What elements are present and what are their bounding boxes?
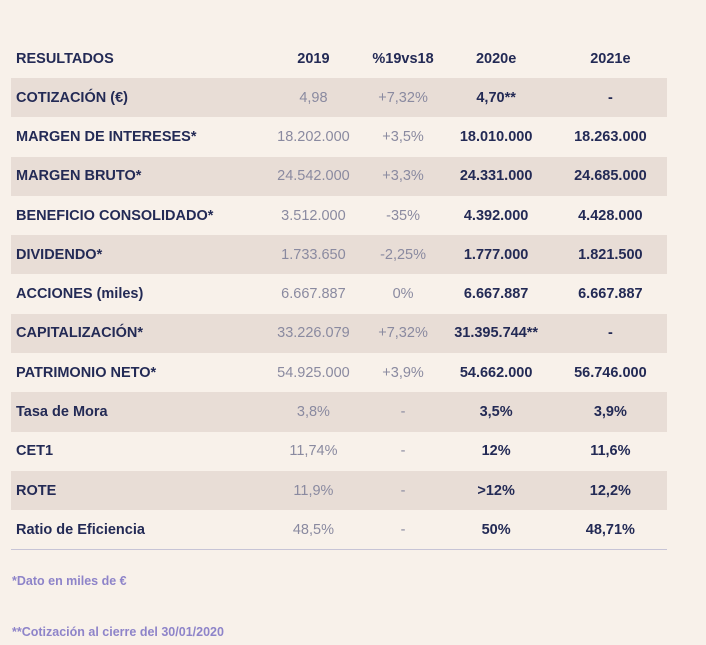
header-resultados: RESULTADOS bbox=[16, 51, 114, 67]
cell-2019: 3.512.000 bbox=[281, 207, 346, 224]
table-row bbox=[11, 432, 667, 471]
cell-2020e: 6.667.887 bbox=[463, 286, 529, 303]
cell-2020e: 4.392.000 bbox=[463, 207, 529, 224]
table-row bbox=[11, 471, 667, 510]
cell-2021e: 56.746.000 bbox=[574, 364, 647, 381]
cell-2019: 54.925.000 bbox=[277, 364, 350, 381]
cell-2021e: 6.667.887 bbox=[578, 286, 643, 303]
row-label: ACCIONES (miles) bbox=[16, 286, 144, 303]
cell-2019: 1.733.650 bbox=[281, 246, 346, 263]
cell-2020e: 4,70** bbox=[476, 89, 516, 106]
row-label: MARGEN BRUTO* bbox=[16, 168, 142, 185]
cell-2021e: - bbox=[607, 325, 613, 342]
table-row bbox=[11, 78, 667, 117]
header-2019: 2019 bbox=[297, 51, 330, 67]
cell-2019: 11,74% bbox=[289, 443, 338, 460]
cell-2020e: 54.662.000 bbox=[459, 364, 533, 381]
cell-variation: - bbox=[400, 482, 406, 499]
cell-2021e: 48,71% bbox=[585, 521, 635, 538]
row-label: CET1 bbox=[16, 443, 54, 460]
cell-2020e: 24.331.000 bbox=[459, 168, 533, 185]
table-row bbox=[11, 392, 667, 431]
table-row bbox=[11, 353, 667, 392]
cell-2019: 18.202.000 bbox=[277, 128, 350, 145]
cell-2021e: - bbox=[607, 89, 613, 106]
cell-2019: 6.667.887 bbox=[281, 286, 346, 303]
cell-2021e: 24.685.000 bbox=[574, 168, 647, 185]
cell-2021e: 1.821.500 bbox=[578, 246, 643, 263]
cell-variation: +3,9% bbox=[382, 364, 424, 381]
table-row bbox=[11, 117, 667, 156]
cell-2020e: 18.010.000 bbox=[459, 128, 533, 145]
cell-2019: 11,9% bbox=[293, 482, 334, 499]
cell-variation: +7,32% bbox=[378, 89, 428, 106]
row-label: DIVIDENDO* bbox=[16, 246, 103, 263]
header-variation: %19vs18 bbox=[372, 51, 434, 67]
cell-2020e: >12% bbox=[477, 482, 515, 499]
cell-2021e: 12,2% bbox=[589, 482, 631, 499]
cell-2020e: 3,5% bbox=[479, 404, 513, 421]
footnote-price-date: **Cotización al cierre del 30/01/2020 bbox=[12, 625, 224, 639]
cell-2020e: 50% bbox=[481, 521, 511, 538]
table-row bbox=[11, 196, 667, 235]
table-row bbox=[11, 274, 667, 313]
cell-variation: -35% bbox=[386, 207, 420, 224]
table-bottom-divider bbox=[11, 549, 667, 550]
row-label: Tasa de Mora bbox=[16, 404, 108, 421]
table-row bbox=[11, 314, 667, 353]
cell-variation: - bbox=[400, 443, 406, 460]
cell-variation: -2,25% bbox=[380, 246, 427, 263]
table-row bbox=[11, 510, 667, 549]
cell-variation: +3,5% bbox=[382, 128, 424, 145]
row-label: ROTE bbox=[16, 482, 57, 499]
table-row bbox=[11, 157, 667, 196]
table-row bbox=[11, 235, 667, 274]
header-2021e: 2021e bbox=[590, 51, 631, 67]
cell-2020e: 12% bbox=[481, 443, 511, 460]
cell-variation: +7,32% bbox=[378, 325, 428, 342]
row-label: COTIZACIÓN (€) bbox=[16, 89, 128, 106]
cell-variation: 0% bbox=[392, 286, 414, 303]
cell-2019: 33.226.079 bbox=[277, 325, 350, 342]
cell-2020e: 31.395.744** bbox=[454, 325, 539, 342]
cell-2019: 48,5% bbox=[292, 521, 334, 538]
cell-2021e: 18.263.000 bbox=[574, 128, 647, 145]
row-label: Ratio de Eficiencia bbox=[16, 521, 145, 538]
cell-variation: - bbox=[400, 521, 406, 538]
cell-2021e: 4.428.000 bbox=[578, 207, 643, 224]
row-label: CAPITALIZACIÓN* bbox=[16, 325, 144, 342]
row-label: PATRIMONIO NETO* bbox=[16, 364, 157, 381]
cell-2020e: 1.777.000 bbox=[463, 246, 529, 263]
footnote-thousands: *Dato en miles de € bbox=[12, 574, 127, 588]
cell-2019: 24.542.000 bbox=[277, 168, 350, 185]
cell-variation: - bbox=[400, 404, 406, 421]
cell-2019: 4,98 bbox=[299, 89, 328, 106]
header-2020e: 2020e bbox=[475, 51, 517, 67]
row-label: BENEFICIO CONSOLIDADO* bbox=[16, 207, 214, 224]
cell-2021e: 3,9% bbox=[593, 404, 627, 421]
cell-2021e: 11,6% bbox=[590, 443, 631, 460]
results-table bbox=[11, 40, 667, 550]
table-header-row bbox=[11, 40, 667, 78]
cell-variation: +3,3% bbox=[382, 168, 424, 185]
row-label: MARGEN DE INTERESES* bbox=[16, 128, 197, 145]
cell-2019: 3,8% bbox=[296, 404, 330, 421]
